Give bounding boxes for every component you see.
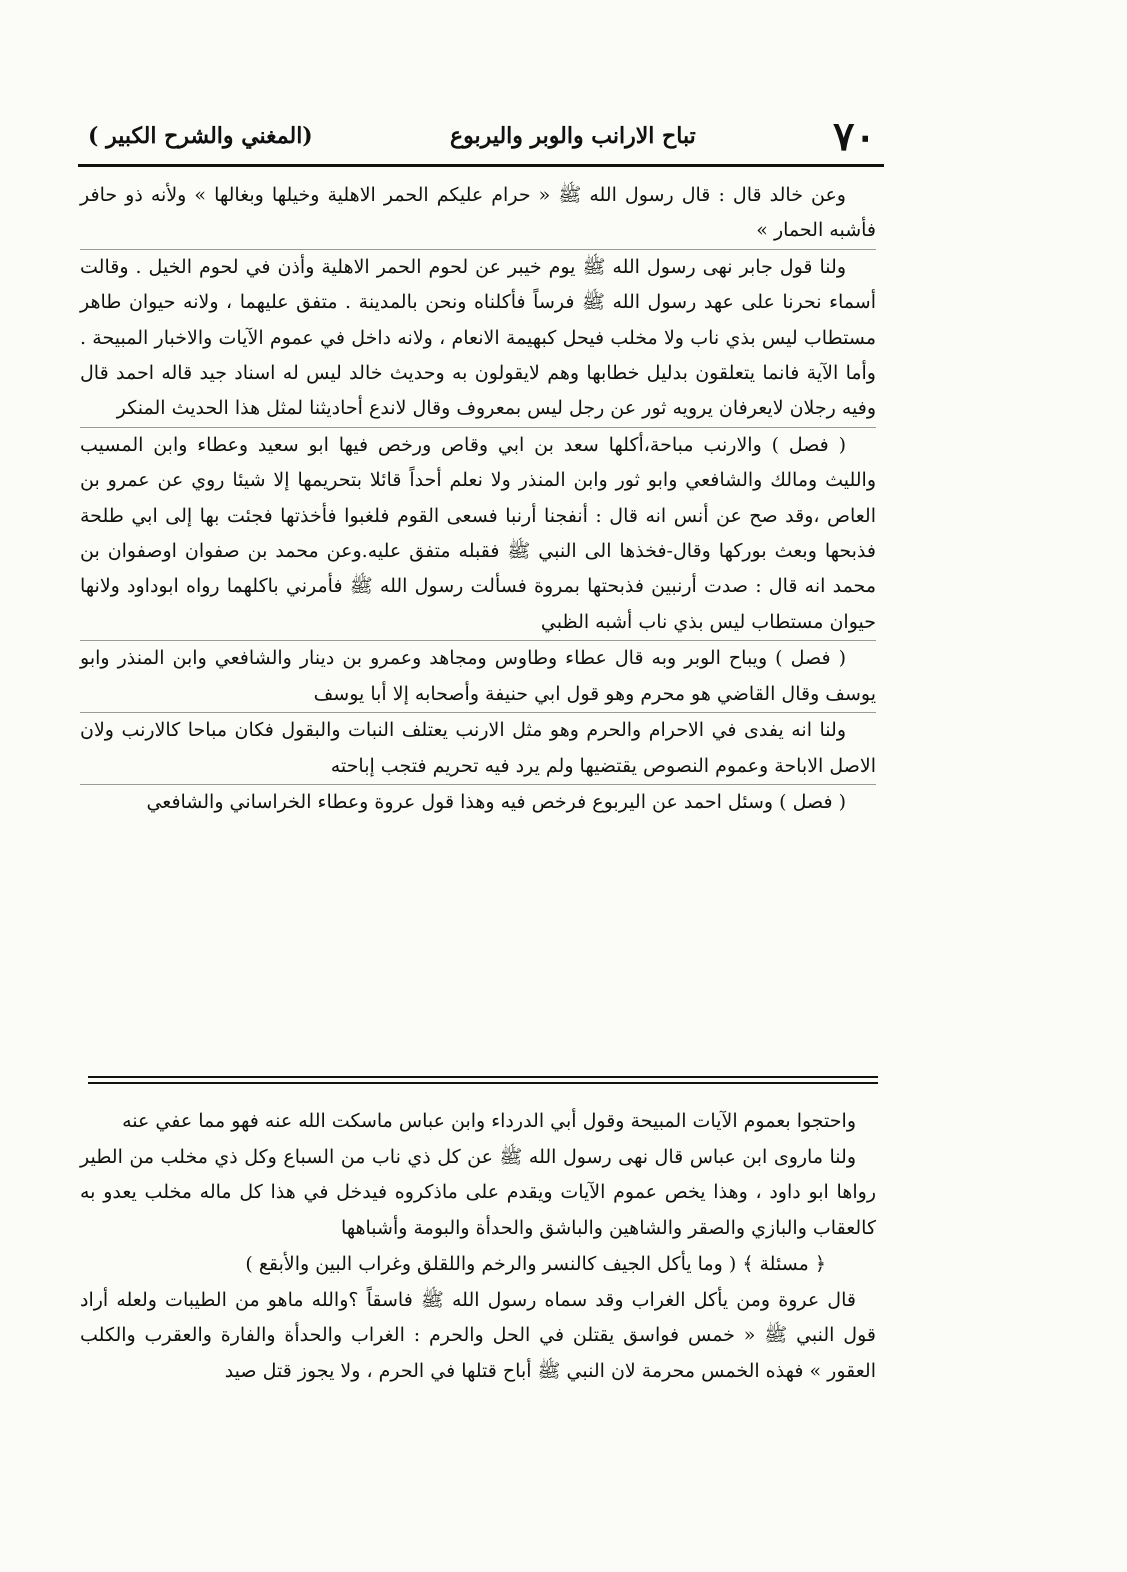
lower-text (80, 1104, 876, 1390)
main-paragraph: ولنا قول جابر نهى رسول الله ﷺ يوم خيبر عن لحوم الحمر الاهلية وأذن في لحوم الخيل . وقالت أسماء نحرنا على عهد رسول الله ﷺ فرساً فأكلناه ونحن بالمدينة . متفق عليهما ، ولانه حيوان طاهر مستطاب ليس بذي ناب ولا مخلب فيحل كبهيمة الانعام ، ولانه داخل في عموم الآيات والاخبار المبيحة . وأما الآية فانما يتعلقون بدليل خطابها وهم لايقولون به وحديث خالد ليس له اسناد جيد قاله احمد قال وفيه رجلان لايعرفان يرويه ثور عن رجل ليس بمعروف وقال لاندع أحاديثنا لمثل هذا الحديث المنكر (80, 249, 876, 427)
page-number: ٧٠ (833, 112, 876, 160)
running-title: تباح الارانب والوبر واليربوع (450, 123, 696, 149)
main-paragraph: ( فصل ) ويباح الوبر وبه قال عطاء وطاوس ومجاهد وعمرو بن دينار والشافعي وابن المنذر وابو يوسف وقال القاضي هو محرم وهو قول ابي حنيفة وأصحابه إلا أبا يوسف (80, 640, 876, 712)
main-paragraph: ( فصل ) وسئل احمد عن اليربوع فرخص فيه وهذا قول عروة وعطاء الخراساني والشافعي (80, 784, 876, 820)
main-paragraph: ( فصل ) والارنب مباحة،أكلها سعد بن ابي وقاص ورخص فيها ابو سعيد وعطاء وابن المسيب والليث ومالك والشافعي وابو ثور وابن المنذر ولا نعلم أحداً قائلا بتحريمها إلا شيئا روي عن عمرو بن العاص ،وقد صح عن أنس انه قال : أنفجنا أرنبا فسعى القوم فلغبوا فأخذتها فجئت بها إلى ابي طلحة فذبحها وبعث بوركها وقال-فخذها الى النبي ﷺ فقبله متفق عليه.وعن محمد بن صفوان اوصفوان بن محمد انه قال : صدت أرنبين فذبحتها بمروة فسألت رسول الله ﷺ فأمرني باكلهما رواه ابوداود ولانها حيوان مستطاب ليس بذي ناب أشبه الظبي (80, 427, 876, 640)
lower-paragraph: قال عروة ومن يأكل الغراب وقد سماه رسول الله ﷺ فاسقاً ؟والله ماهو من الطيبات ولعله أراد قول النبي ﷺ « خمس فواسق يقتلن في الحل والحرم : الغراب والحدأة والفارة والعقرب والكلب العقور » فهذه الخمس محرمة لان النبي ﷺ أباح قتلها في الحرم ، ولا يجوز قتل صيد (80, 1288, 876, 1382)
main-paragraph: ولنا انه يفدى في الاحرام والحرم وهو مثل الارنب يعتلف النبات والبقول فكان مباحا كالارنب ولان الاصل الاباحة وعموم النصوص يقتضيها ولم يرد فيه تحريم فتجب إباحته (80, 712, 876, 784)
lower-paragraph: واحتجوا بعموم الآيات المبيحة وقول أبي الدرداء وابن عباس ماسكت الله عنه فهو مما عفي عنه (122, 1110, 856, 1132)
page-header (82, 112, 882, 160)
book-title: (المغني والشرح الكبير ) (88, 123, 313, 149)
masala-heading: ﴿ مسئلة ﴾ ( وما يأكل الجيف كالنسر والرخم واللقلق وغراب البين والأبقع ) (245, 1252, 826, 1275)
footnote-rule (88, 1082, 878, 1084)
footnote-rule (88, 1076, 878, 1078)
main-text (80, 178, 876, 820)
main-paragraph: وعن خالد قال : قال رسول الله ﷺ « حرام عليكم الحمر الاهلية وخيلها وبغالها » ولأنه ذو حافر فأشبه الحمار » (80, 184, 876, 242)
lower-paragraph: ولنا ماروى ابن عباس قال نهى رسول الله ﷺ عن كل ذي ناب من السباع وكل ذي مخلب من الطير رواها ابو داود ، وهذا يخص عموم الآيات ويقدم على ماذكروه فيدخل في هذا كل ماله مخلب يعدو به كالعقاب والبازي والصقر والشاهين والباشق والحدأة والبومة وأشباهها (80, 1145, 876, 1240)
header-rule (78, 164, 884, 167)
